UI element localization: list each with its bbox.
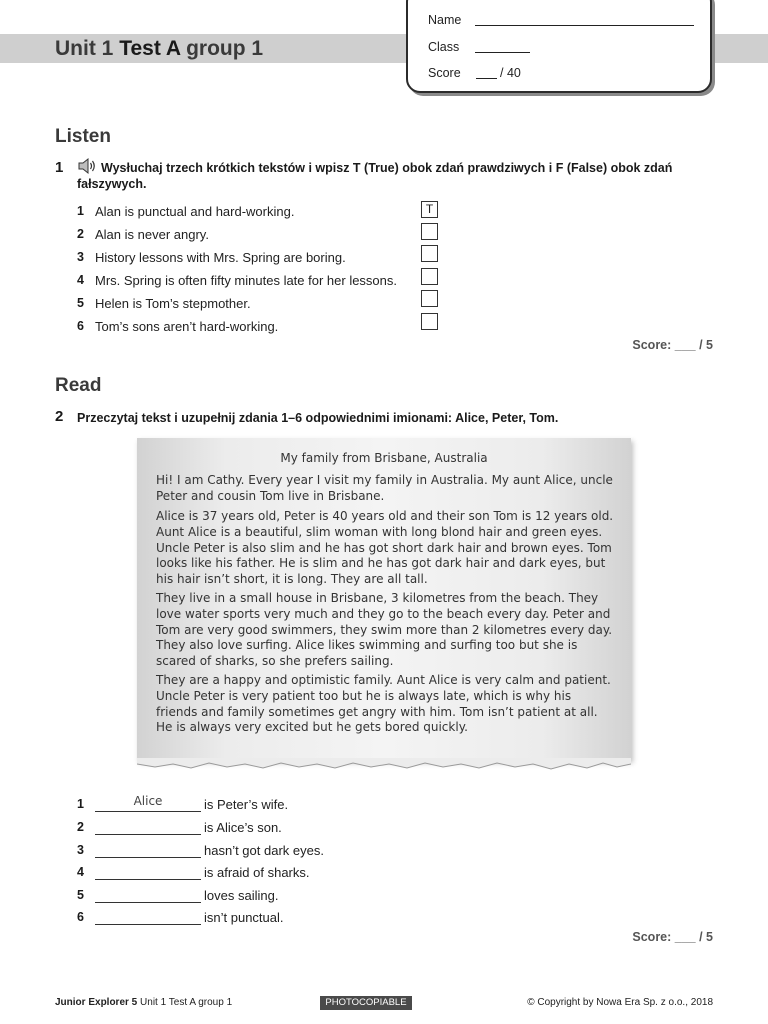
exercise-2-number: 2 — [55, 408, 64, 425]
reading-paragraph: Alice is 37 years old, Peter is 40 years old and their son Tom is 12 years old. Aunt Alice is a beautiful, slim woman with long blond hair and green eyes. Uncle Peter is also slim and he has got short dark hair and brown eyes. Tom looks like his father. He is slim and he has got dark hair and dark eyes, but his hair isn’t short, it is long. They are all tall. — [156, 509, 614, 587]
title-group: group 1 — [186, 37, 264, 60]
listen-heading: Listen — [55, 126, 111, 147]
class-field[interactable] — [475, 51, 530, 53]
answer-blank[interactable] — [95, 842, 201, 858]
photocopiable-badge: PHOTOCOPIABLE — [320, 996, 412, 1010]
score-total: / 40 — [500, 66, 521, 80]
footer-book-title: Junior Explorer 5 — [55, 997, 138, 1008]
read-item-text: loves sailing. — [204, 888, 279, 903]
name-field[interactable] — [475, 24, 694, 26]
read-score: Score: ___ / 5 — [632, 930, 713, 944]
answer-blank[interactable] — [95, 887, 201, 903]
exercise-1-number: 1 — [55, 159, 64, 176]
listen-item-text: Alan is never angry. — [95, 227, 209, 242]
listen-item-number: 4 — [77, 273, 84, 287]
read-item-number: 1 — [77, 797, 84, 811]
listen-item-text: Alan is punctual and hard-working. — [95, 204, 295, 219]
answer-blank[interactable] — [95, 909, 201, 925]
reading-paragraph: Hi! I am Cathy. Every year I visit my family in Australia. My aunt Alice, uncle Peter and cousin Tom live in Brisbane. — [156, 473, 613, 503]
footer-book-info — [55, 997, 232, 1008]
footer-copyright: © Copyright by Nowa Era Sp. z o.o., 2018 — [527, 997, 713, 1008]
footer-unit: Unit 1 Test A group 1 — [140, 997, 233, 1008]
read-item-text: hasn’t got dark eyes. — [204, 843, 324, 858]
read-heading: Read — [55, 375, 102, 396]
listen-item-text: Mrs. Spring is often fifty minutes late for her lessons. — [95, 273, 398, 288]
read-item-number: 5 — [77, 888, 84, 902]
reading-paragraph: They live in a small house in Brisbane, 3 kilometres from the beach. They love water sports very much and they go to the beach every day. Peter and Tom are very good swimmers, they swim more than 2 kilometres every day. They also love surfing. Alice likes swimming and surfing too but she is scared of sharks, so she prefers sailing. — [156, 591, 613, 669]
true-false-box[interactable] — [421, 223, 438, 240]
exercise-1-instruction: Wysłuchaj trzech krótkich tekstów i wpisz T (True) obok zdań prawdziwych i F (False) obok zdań fałszywych. — [77, 161, 673, 191]
score-field[interactable] — [476, 77, 497, 79]
score-label: Score — [428, 66, 461, 80]
read-item-number: 2 — [77, 820, 84, 834]
read-item-text: is Alice’s son. — [204, 820, 282, 835]
true-false-box[interactable] — [421, 268, 438, 285]
listen-item-text: Tom’s sons aren’t hard-working. — [95, 319, 279, 334]
reading-text-title: My family from Brisbane, Australia — [280, 451, 488, 465]
read-item-number: 4 — [77, 865, 84, 879]
listen-score: Score: ___ / 5 — [632, 338, 713, 352]
true-false-box[interactable] — [421, 290, 438, 307]
answer-blank[interactable] — [95, 819, 201, 835]
true-false-box[interactable] — [421, 245, 438, 262]
read-item-number: 3 — [77, 843, 84, 857]
torn-paper-edge — [137, 758, 631, 772]
read-item-number: 6 — [77, 910, 84, 924]
listen-item-number: 2 — [77, 227, 84, 241]
title-test: Test A — [119, 37, 181, 60]
answer-blank[interactable] — [95, 864, 201, 880]
true-false-box[interactable] — [421, 313, 438, 330]
reading-paragraph: They are a happy and optimistic family. Aunt Alice is very calm and patient. Uncle Peter is very patient too but he is always late, which is why his friends and family sometimes get angry with him. Tom isn’t patient at all. He is always very excited but he gets bored quickly. — [156, 673, 611, 735]
listen-item-number: 1 — [77, 204, 84, 218]
class-label: Class — [428, 40, 460, 54]
exercise-2-instruction: Przeczytaj tekst i uzupełnij zdania 1–6 odpowiednimi imionami: Alice, Peter, Tom. — [77, 411, 559, 425]
answer-text: Alice — [133, 794, 163, 808]
title-unit: Unit 1 — [55, 37, 114, 60]
read-item-text: is Peter’s wife. — [204, 797, 289, 812]
page-title — [55, 36, 263, 62]
read-item-text: is afraid of sharks. — [204, 865, 310, 880]
name-label: Name — [428, 13, 462, 27]
read-item-text: isn’t punctual. — [204, 910, 284, 925]
listen-item-text: Helen is Tom’s stepmother. — [95, 296, 251, 311]
listen-item-number: 3 — [77, 250, 84, 264]
listen-item-number: 5 — [77, 296, 84, 310]
listen-item-number: 6 — [77, 319, 84, 333]
listen-item-text: History lessons with Mrs. Spring are boring. — [95, 250, 346, 265]
true-false-box[interactable]: T — [421, 201, 438, 218]
